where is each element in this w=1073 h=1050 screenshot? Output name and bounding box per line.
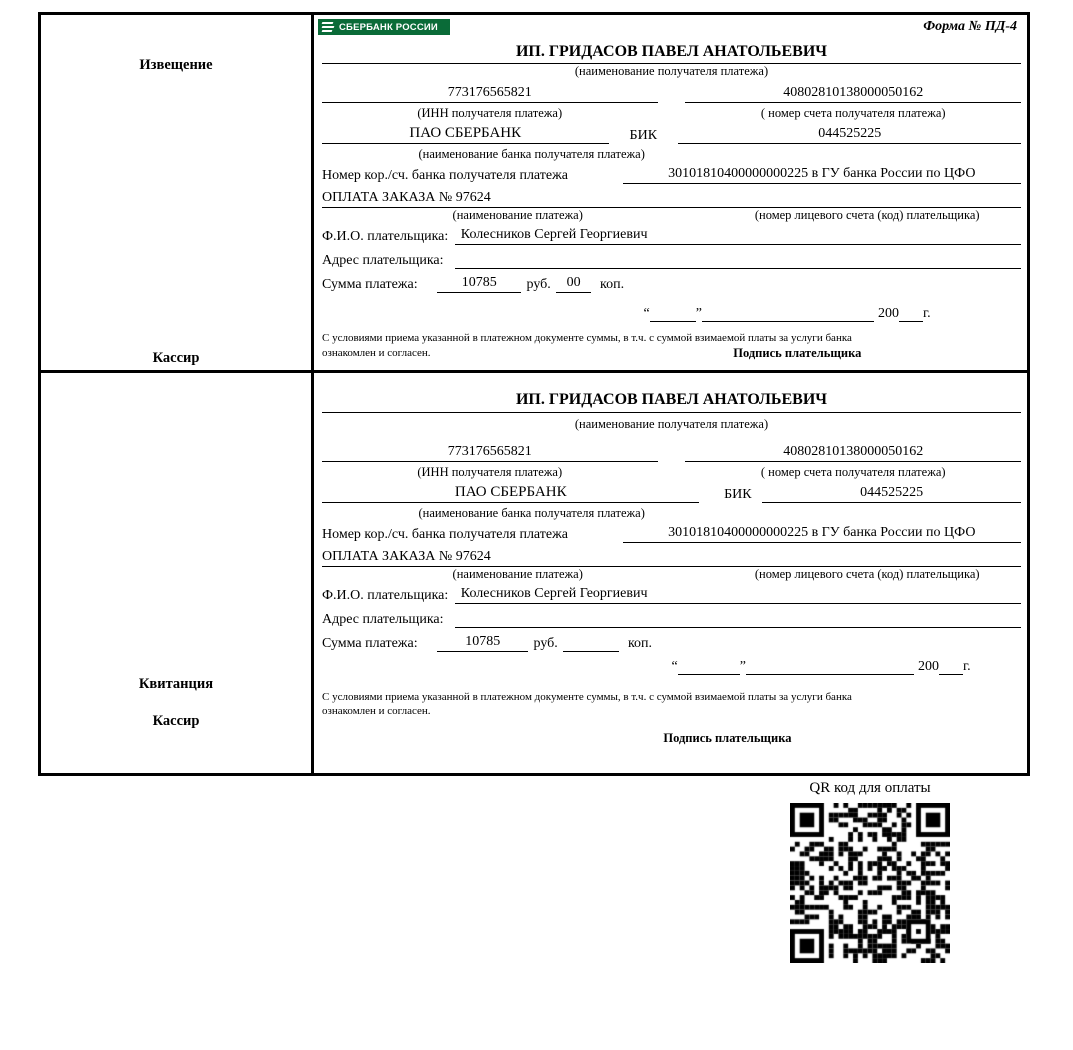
recipient-name-bottom: ИП. ГРИДАСОВ ПАВЕЛ АНАТОЛЬЕВИЧ: [322, 391, 1021, 413]
corr-account-row-top: [322, 166, 1021, 184]
payment-sum-label-bottom: Сумма платежа:: [322, 636, 418, 651]
date-year-field-top: [899, 305, 923, 322]
signature-label-top: Подпись плательщика: [733, 345, 862, 360]
payment-name-row-top: [322, 190, 1021, 208]
inn-account-row-bottom: [322, 444, 1021, 462]
bank-bik-row-top: [322, 125, 1021, 144]
payment-receipt: [38, 12, 1030, 776]
date-year-prefix-bottom: 200: [917, 659, 939, 674]
top-left-column: [41, 15, 314, 370]
payer-name-value-top: Колесников Сергей Георгиевич: [455, 227, 1021, 245]
sum-kop-value-bottom: [563, 634, 619, 652]
bank-caption-row-bottom: [322, 503, 1021, 521]
terms-line2-top: ознакомлен и согласен.: [322, 347, 431, 359]
caption-personal-account-bottom: (номер лицевого счета (код) плательщика): [754, 567, 980, 581]
date-day-field-top: [650, 305, 696, 322]
bank-name-value-bottom: ПАО СБЕРБАНК: [322, 484, 699, 503]
sum-kop-value-top: 00: [556, 275, 591, 293]
date-quote-close-top: ”: [695, 306, 702, 321]
corr-account-row-bottom: [322, 525, 1021, 543]
receipt-top-half: [41, 15, 1027, 373]
date-month-field-top: [702, 305, 874, 322]
receipt-bottom-half: [41, 373, 1027, 773]
sberbank-mark-icon: [322, 21, 336, 33]
terms-line2-bottom: ознакомлен и согласен.: [322, 704, 431, 717]
rub-label-bottom: руб.: [533, 636, 558, 651]
payer-name-row-bottom: [322, 586, 1021, 604]
caption-bank-name-bottom: (наименование банка получателя платежа): [418, 506, 645, 520]
sum-rub-value-bottom: 10785: [437, 634, 528, 652]
terms-line1-top: С условиями приема указанной в платежном документе суммы, в т.ч. с суммой взимаемой платы за услуги банка: [322, 332, 852, 344]
payment-name-value-bottom: ОПЛАТА ЗАКАЗА № 97624: [322, 549, 713, 567]
payer-address-value-top: [455, 251, 1021, 269]
label-receipt: Квитанция: [138, 676, 214, 692]
inn-account-captions-bottom: [322, 462, 1021, 480]
caption-bank-name-top: (наименование банка получателя платежа): [418, 147, 645, 161]
kop-label-top: коп.: [600, 277, 625, 292]
caption-payment-name-top: (наименование платежа): [452, 208, 583, 222]
label-notice: Извещение: [139, 57, 213, 73]
corr-account-label-top: Номер кор./сч. банка получателя платежа: [322, 168, 568, 183]
payer-address-row-top: [322, 251, 1021, 269]
personal-account-value-bottom: [713, 549, 1021, 567]
account-value-bottom: 40802810138000050162: [685, 444, 1021, 462]
bik-label-top: БИК: [629, 128, 658, 143]
caption-recipient-name-top: (наименование получателя платежа): [574, 64, 769, 78]
payer-address-label-bottom: Адрес плательщика:: [322, 612, 444, 627]
inn-value-top: 773176565821: [322, 85, 658, 103]
bik-value-top: 044525225: [678, 126, 1021, 144]
date-year-prefix-top: 200: [877, 306, 899, 321]
date-row-bottom: [322, 658, 1021, 675]
terms-line1-bottom: С условиями приема указанной в платежном документе суммы, в т.ч. с суммой взимаемой платы за услуги банка: [322, 691, 852, 703]
account-value-top: 40802810138000050162: [685, 85, 1021, 103]
caption-personal-account-top: (номер лицевого счета (код) плательщика): [754, 208, 980, 222]
date-month-field-bottom: [746, 658, 914, 675]
form-number: Форма № ПД-4: [923, 19, 1017, 34]
bik-value-bottom: 044525225: [762, 485, 1021, 503]
personal-account-value-top: [713, 190, 1021, 208]
recipient-name-top: ИП. ГРИДАСОВ ПАВЕЛ АНАТОЛЬЕВИЧ: [322, 43, 1021, 64]
bank-bik-row-bottom: [322, 484, 1021, 503]
date-quote-open-top: “: [643, 306, 650, 321]
sberbank-logo-text: СБЕРБАНК РОССИИ: [339, 21, 438, 33]
payment-sum-label-top: Сумма платежа:: [322, 277, 418, 292]
caption-account-top: ( номер счета получателя платежа): [760, 106, 946, 120]
top-right-column: [314, 15, 1027, 370]
payment-name-row-bottom: [322, 549, 1021, 567]
bank-name-value-top: ПАО СБЕРБАНК: [322, 125, 609, 144]
bottom-right-column: [314, 373, 1027, 773]
payer-name-label-top: Ф.И.О. плательщика:: [322, 229, 449, 244]
sberbank-logo-icon: [318, 19, 450, 35]
date-year-field-bottom: [939, 658, 963, 675]
payer-name-row-top: [322, 227, 1021, 245]
qr-code-image: [790, 803, 950, 963]
date-g-label-top: г.: [922, 306, 931, 321]
terms-sign-row-top: [322, 346, 1021, 361]
bottom-left-column: [41, 373, 314, 773]
inn-account-row-top: [322, 85, 1021, 103]
corr-account-label-bottom: Номер кор./сч. банка получателя платежа: [322, 527, 568, 542]
caption-recipient-name-bottom: (наименование получателя платежа): [574, 417, 769, 431]
corr-account-value-bottom: 30101810400000000225 в ГУ банка России по ЦФО: [623, 525, 1021, 543]
date-quote-close-bottom: ”: [739, 659, 746, 674]
label-cashier-top: Кассир: [152, 350, 200, 366]
payer-address-label-top: Адрес плательщика:: [322, 253, 444, 268]
caption-account-bottom: ( номер счета получателя платежа): [760, 465, 946, 479]
payer-address-row-bottom: [322, 610, 1021, 628]
payment-sum-row-top: [322, 275, 1021, 293]
date-quote-open-bottom: “: [671, 659, 678, 674]
caption-inn-bottom: (ИНН получателя платежа): [417, 465, 563, 479]
payment-name-captions-bottom: [322, 567, 1021, 582]
corr-account-value-top: 30101810400000000225 в ГУ банка России по ЦФО: [623, 166, 1021, 184]
payment-name-value-top: ОПЛАТА ЗАКАЗА № 97624: [322, 190, 713, 208]
date-g-label-bottom: г.: [962, 659, 971, 674]
payer-address-value-bottom: [455, 610, 1021, 628]
qr-title: QR код для оплаты: [809, 780, 931, 796]
label-cashier-bottom: Кассир: [152, 713, 200, 729]
bik-label-bottom: БИК: [724, 487, 752, 502]
sum-rub-value-top: 10785: [437, 275, 521, 293]
date-day-field-bottom: [678, 658, 740, 675]
payment-sum-row-bottom: [322, 634, 1021, 652]
rub-label-top: руб.: [526, 277, 551, 292]
inn-value-bottom: 773176565821: [322, 444, 658, 462]
inn-account-captions-top: [322, 103, 1021, 121]
bank-caption-row-top: [322, 144, 1021, 162]
kop-label-bottom: коп.: [627, 636, 653, 651]
payment-name-captions-top: [322, 208, 1021, 223]
qr-section: [760, 780, 980, 963]
signature-label-bottom: Подпись плательщика: [663, 730, 792, 745]
caption-payment-name-bottom: (наименование платежа): [452, 567, 583, 581]
payer-name-value-bottom: Колесников Сергей Георгиевич: [455, 586, 1021, 604]
payer-name-label-bottom: Ф.И.О. плательщика:: [322, 588, 449, 603]
caption-inn-top: (ИНН получателя платежа): [417, 106, 563, 120]
date-row-top: [322, 305, 1021, 322]
